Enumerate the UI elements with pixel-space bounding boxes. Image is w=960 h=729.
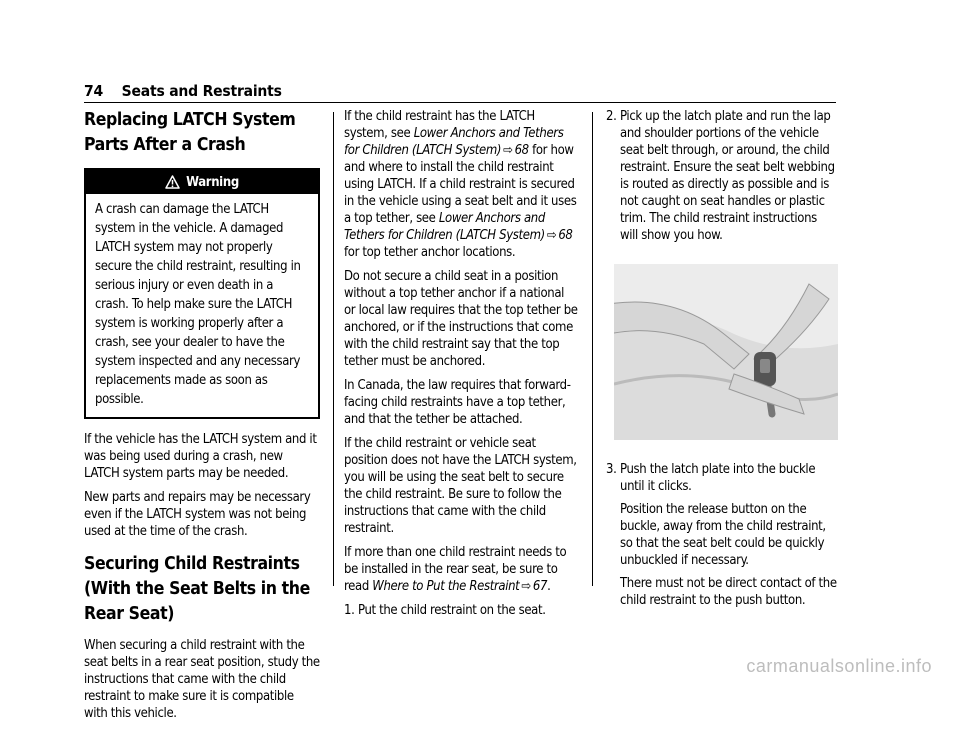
reference-arrow-icon: ⇨ xyxy=(503,143,513,158)
column-1 xyxy=(84,108,320,729)
warning-header xyxy=(86,170,318,194)
text-run: If more than one child restraint needs to be installed in the rear seat, be sure to read xyxy=(344,545,567,594)
page-reference[interactable]: 67 xyxy=(532,579,548,594)
paragraph: Do not secure a child seat in a position without a top tether anchor if a national or local law requires that the top tether be anchored, or if the instructions that come with the child restraint say that the top tether must be anchored. xyxy=(344,269,578,369)
step-number: 1. xyxy=(344,603,355,618)
paragraph: In Canada, the law requires that forward-facing child restraints have a top tether, and that the tether be attached. xyxy=(344,378,571,427)
step-detail: Position the release button on the buckle, away from the child restraint, so that the seat belt could be quickly unbuckled if necessary. xyxy=(620,502,826,568)
step-number: 2. xyxy=(606,109,617,124)
list-item xyxy=(344,602,578,619)
column-2 xyxy=(344,108,578,625)
list-item xyxy=(606,461,838,495)
cross-reference-link[interactable]: Lower Anchors and Tethers for Children (LATCH System) xyxy=(344,126,564,158)
step-list xyxy=(606,108,838,244)
step-list xyxy=(344,602,578,619)
page-reference[interactable]: 68 xyxy=(514,143,529,158)
warning-box xyxy=(84,168,320,419)
step-number: 3. xyxy=(606,462,617,477)
section-heading: Replacing LATCH System Parts After a Crash xyxy=(84,110,296,155)
reference-arrow-icon: ⇨ xyxy=(521,579,531,594)
page-header xyxy=(84,82,282,100)
list-item xyxy=(606,108,838,244)
page-reference[interactable]: 68 xyxy=(558,228,573,243)
watermark: carmanualsonline.info xyxy=(746,656,932,676)
paragraph xyxy=(344,108,578,261)
paragraph: New parts and repairs may be necessary even if the LATCH system was not being used at the time of the crash. xyxy=(84,490,311,539)
seat-belt-illustration xyxy=(614,264,838,440)
step-text: Put the child restraint on the seat. xyxy=(358,603,546,618)
text-run: for top tether anchor locations. xyxy=(344,245,516,260)
page-number: 74 xyxy=(84,82,104,100)
header-rule xyxy=(84,102,836,103)
text-run: for how and where to install the child restraint using LATCH. If a child restraint is secured in the vehicle using a seat belt and it uses a top tether, see xyxy=(344,143,577,226)
text-run: If the child restraint has the LATCH system, see xyxy=(344,109,535,141)
warning-title: Warning xyxy=(186,174,239,190)
warning-triangle-icon xyxy=(165,175,180,189)
step-detail: There must not be direct contact of the child restraint to the push button. xyxy=(620,576,837,608)
cross-reference-link[interactable]: Lower Anchors and Tethers for Children (LATCH System) xyxy=(344,211,545,243)
paragraph: If the vehicle has the LATCH system and it was being used during a crash, new LATCH system parts may be needed. xyxy=(84,432,317,481)
section-title: Seats and Restraints xyxy=(121,82,282,100)
step-list xyxy=(606,461,838,495)
step-text: Push the latch plate into the buckle until it clicks. xyxy=(620,462,816,494)
text-run: . xyxy=(547,579,551,594)
section-heading: Securing Child Restraints (With the Seat Belts in the Rear Seat) xyxy=(84,554,310,624)
column-divider xyxy=(592,112,593,586)
cross-reference-link[interactable]: Where to Put the Restraint xyxy=(372,579,520,594)
warning-text: A crash can damage the LATCH system in the vehicle. A damaged LATCH system may not properly secure the child restraint, resulting in serious injury or even death in a crash. To help make sure the LATCH system is working properly after a crash, see your dealer to have the system inspected and any necessary replacements made as soon as possible. xyxy=(95,202,301,407)
column-divider xyxy=(333,112,334,586)
step-text: Pick up the latch plate and run the lap and shoulder portions of the vehicle seat belt through, or around, the child restraint. Ensure the seat belt webbing is routed as directly as possible and is not caught on seat handles or plastic trim. The child restraint instructions will show you how. xyxy=(620,109,835,243)
reference-arrow-icon: ⇨ xyxy=(546,228,557,243)
paragraph xyxy=(344,544,578,595)
column-3 xyxy=(606,108,838,609)
paragraph: When securing a child restraint with the seat belts in a rear seat position, study the instructions that came with the child restraint to make sure it is compatible with this vehicle. xyxy=(84,638,320,721)
paragraph: If the child restraint or vehicle seat position does not have the LATCH system, you will be using the seat belt to secure the child restraint. Be sure to follow the instructions that came with the child restraint. xyxy=(344,436,577,536)
